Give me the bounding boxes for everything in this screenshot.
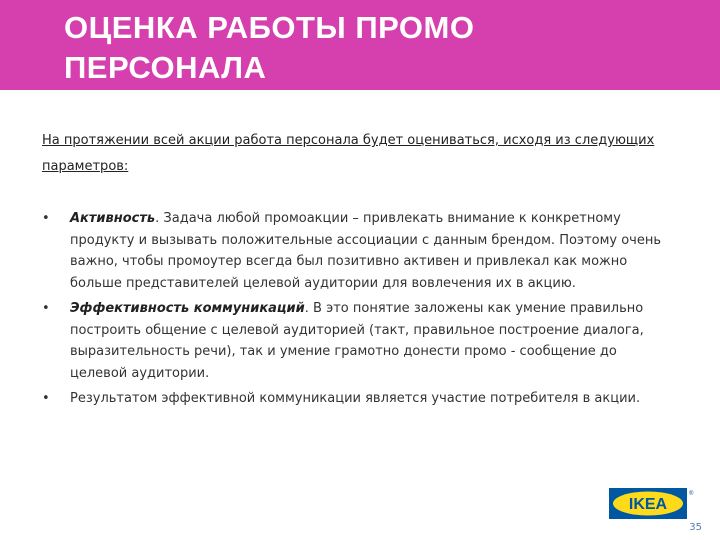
bullet-text: . В это понятие заложены как умение правильно построить общение с целевой аудиторией (такт, правильное построение диалога, выразительность речи), так и умение грамотно донести промо - сообщение до целевой аудитории. — [70, 301, 644, 381]
logo-registered-mark: ® — [689, 491, 694, 497]
page-title-line-1: ОЦЕНКА РАБОТЫ ПРОМО — [64, 10, 475, 45]
page-number: 35 — [689, 522, 702, 533]
bullet-icon: • — [42, 211, 50, 226]
list-item-communication — [42, 298, 672, 384]
page-title — [64, 8, 704, 88]
bullet-text: . Задача любой промоакции – привлекать внимание к конкретному продукту и вызывать положительные ассоциации с данным брендом. Поэтому очень важно, чтобы промоутер всегда был позитивно активен и привлекал как можно больше представителей целевой аудитории для вовлечения их в акцию. — [70, 211, 662, 291]
bullet-term: Эффективность коммуникаций — [70, 301, 305, 316]
logo-text: IKEA — [628, 496, 668, 513]
ikea-logo — [609, 487, 694, 520]
title-banner — [0, 0, 720, 90]
bullet-term: Активность — [70, 211, 156, 226]
list-item-result — [42, 388, 672, 410]
bullet-icon: • — [42, 391, 50, 406]
list-item-activity — [42, 208, 672, 294]
bullet-icon: • — [42, 301, 50, 316]
page-title-line-2: ПЕРСОНАЛА — [64, 50, 267, 85]
bullet-text: Результатом эффективной коммуникации является участие потребителя в акции. — [70, 391, 641, 406]
intro-paragraph: На протяжении всей акции работа персонала будет оцениваться, исходя из следующих параметров: — [42, 133, 655, 174]
parameters-list — [42, 208, 672, 414]
